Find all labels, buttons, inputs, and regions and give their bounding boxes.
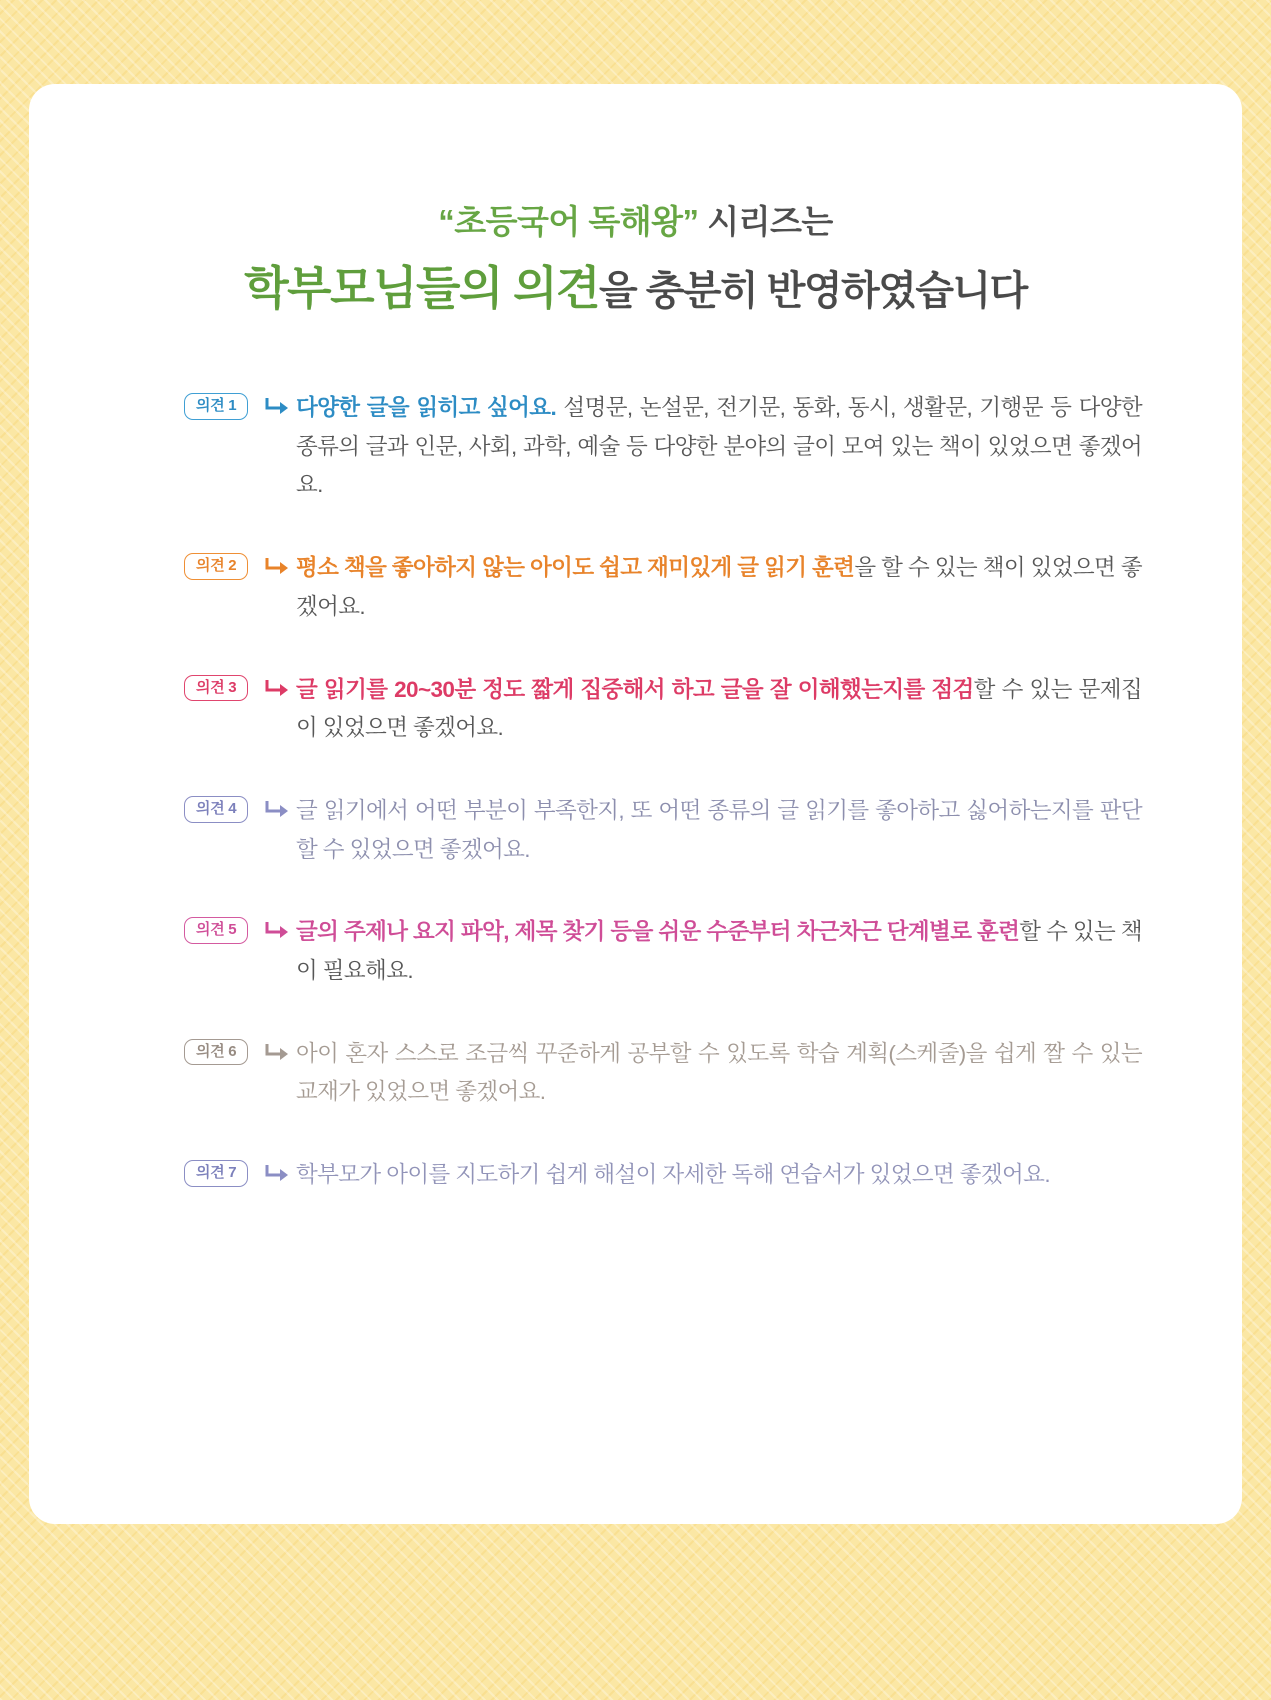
opinion-text xyxy=(296,792,1142,869)
badge-wrap xyxy=(184,549,296,580)
arrow-right-icon xyxy=(264,797,290,823)
arrow-right-icon xyxy=(264,1040,290,1066)
headline-series-name: “초등국어 독해왕” xyxy=(438,203,699,240)
badge-wrap xyxy=(184,792,296,823)
content-area xyxy=(29,84,1242,1524)
opinion-rest: 할 수 있는 책이 필요해요. xyxy=(296,919,1142,983)
status-badge: 의견 3 xyxy=(184,675,248,702)
status-badge: 의견 6 xyxy=(184,1039,248,1066)
opinion-rest: 아이 혼자 스스로 조금씩 꾸준하게 공부할 수 있도록 학습 계획(스케줄)을 쉽게 짤 수 있는 교재가 있었으면 좋겠어요. xyxy=(296,1040,1142,1105)
list-item xyxy=(184,1156,1142,1195)
page-title xyxy=(89,84,1182,317)
opinion-highlight: 글의 주제나 요지 파악, 제목 찾기 등을 쉬운 수준부터 차근차근 단계별로 훈련 xyxy=(296,919,1020,945)
opinion-rest: 을 할 수 있는 책이 있었으면 좋겠어요. xyxy=(296,555,1142,619)
list-item xyxy=(184,389,1142,505)
opinion-highlight: 다양한 글을 읽히고 싶어요. xyxy=(296,395,557,421)
headline-line1 xyxy=(89,202,1182,242)
arrow-right-icon xyxy=(264,1161,290,1187)
opinion-text xyxy=(296,389,1142,505)
content-card xyxy=(29,84,1242,1524)
status-badge: 의견 1 xyxy=(184,393,248,420)
list-item xyxy=(184,913,1142,990)
headline-line2-rest: 을 충분히 반영하였습니다 xyxy=(599,268,1027,313)
list-item xyxy=(184,671,1142,748)
opinion-list xyxy=(89,389,1182,1195)
status-badge: 의견 7 xyxy=(184,1160,248,1187)
list-item xyxy=(184,1035,1142,1112)
opinion-text xyxy=(296,549,1142,626)
arrow-right-icon xyxy=(264,676,290,702)
opinion-text xyxy=(296,1035,1142,1112)
badge-wrap xyxy=(184,913,296,944)
opinion-text xyxy=(296,1156,1142,1195)
arrow-right-icon xyxy=(264,394,290,420)
badge-wrap xyxy=(184,1035,296,1066)
arrow-right-icon xyxy=(264,918,290,944)
opinion-highlight: 글 읽기를 20~30분 정도 짧게 집중해서 하고 글을 잘 이해했는지를 점검 xyxy=(296,676,974,702)
status-badge: 의견 4 xyxy=(184,796,248,823)
opinion-text xyxy=(296,913,1142,990)
list-item xyxy=(184,549,1142,626)
badge-wrap xyxy=(184,389,296,420)
status-badge: 의견 2 xyxy=(184,553,248,580)
headline-line2 xyxy=(89,260,1182,318)
opinion-rest: 설명문, 논설문, 전기문, 동화, 동시, 생활문, 기행문 등 다양한 종류의 글과 인문, 사회, 과학, 예술 등 다양한 분야의 글이 모여 있는 책이 있었으면 좋겠어요. xyxy=(296,395,1143,498)
list-item xyxy=(184,792,1142,869)
arrow-right-icon xyxy=(264,554,290,580)
opinion-rest: 할 수 있는 문제집이 있었으면 좋겠어요. xyxy=(296,676,1143,741)
opinion-highlight: 평소 책을 좋아하지 않는 아이도 쉽고 재미있게 글 읽기 훈련 xyxy=(296,555,855,581)
headline-line1-rest: 시리즈는 xyxy=(698,203,833,240)
badge-wrap xyxy=(184,671,296,702)
headline-emphasis: 학부모님들의 의견 xyxy=(244,261,599,314)
opinion-text xyxy=(296,671,1142,748)
opinion-rest: 글 읽기에서 어떤 부분이 부족한지, 또 어떤 종류의 글 읽기를 좋아하고 싫어하는지를 판단할 수 있었으면 좋겠어요. xyxy=(296,797,1142,862)
opinion-rest: 학부모가 아이를 지도하기 쉽게 해설이 자세한 독해 연습서가 있었으면 좋겠어요. xyxy=(296,1162,1050,1188)
status-badge: 의견 5 xyxy=(184,917,248,944)
badge-wrap xyxy=(184,1156,296,1187)
